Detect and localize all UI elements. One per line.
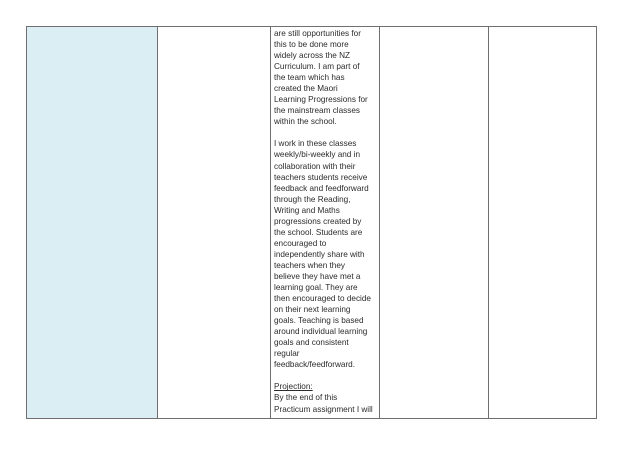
table-cell-text [271, 27, 380, 419]
paragraph-spacer [274, 127, 377, 138]
paragraph-classes [274, 138, 377, 370]
text-line: created the Maori [274, 84, 338, 94]
document-table-wrapper [26, 26, 597, 419]
text-line: the mainstream classes [274, 106, 361, 116]
cell-text-content [271, 27, 379, 415]
text-line: progressions created by [274, 216, 362, 226]
text-line: Learning Progressions for [274, 95, 368, 105]
text-line: around individual learning [274, 327, 368, 337]
text-line: are still opportunities for [274, 29, 361, 38]
text-line: weekly/bi-weekly and in [274, 150, 361, 160]
table-cell-empty [158, 27, 271, 419]
text-line: regular [274, 349, 300, 359]
text-line: this to be done more [274, 40, 349, 50]
text-line: widely across the NZ [274, 51, 350, 61]
projection-heading: Projection: [274, 382, 313, 392]
text-line: Writing and Maths [274, 205, 340, 215]
text-line: within the school. [274, 117, 337, 127]
text-line: then encouraged to decide [274, 294, 371, 304]
text-line: through the Reading, [274, 194, 351, 204]
text-line: believe they have met a [274, 271, 361, 281]
table-cell-empty [489, 27, 597, 419]
text-line: By the end of this [274, 393, 338, 403]
paragraph-opportunities [274, 28, 377, 127]
text-line: learning goal. They are [274, 283, 358, 293]
text-line: goals. Teaching is based [274, 316, 364, 326]
text-line: independently share with [274, 249, 365, 259]
text-line: I work in these classes [274, 139, 357, 149]
paragraph-spacer [274, 370, 377, 381]
document-table [26, 26, 597, 419]
text-line: encouraged to [274, 238, 327, 248]
table-row [27, 27, 597, 419]
text-line: feedback/feedforward. [274, 360, 356, 370]
text-line: Practicum assignment I will [274, 404, 373, 414]
text-line: goals and consistent [274, 338, 349, 348]
text-line: collaboration with their [274, 161, 356, 171]
text-line: Curriculum. I am part of [274, 62, 360, 72]
text-line: feedback and feedforward [274, 183, 369, 193]
text-line: on their next learning [274, 305, 351, 315]
text-line: teachers students receive [274, 172, 368, 182]
table-cell-shaded [27, 27, 158, 419]
paragraph-projection [274, 392, 377, 414]
table-cell-empty [380, 27, 489, 419]
text-line: teachers when they [274, 260, 346, 270]
text-line: the team which has [274, 73, 345, 83]
text-line: the school. Students are [274, 227, 363, 237]
